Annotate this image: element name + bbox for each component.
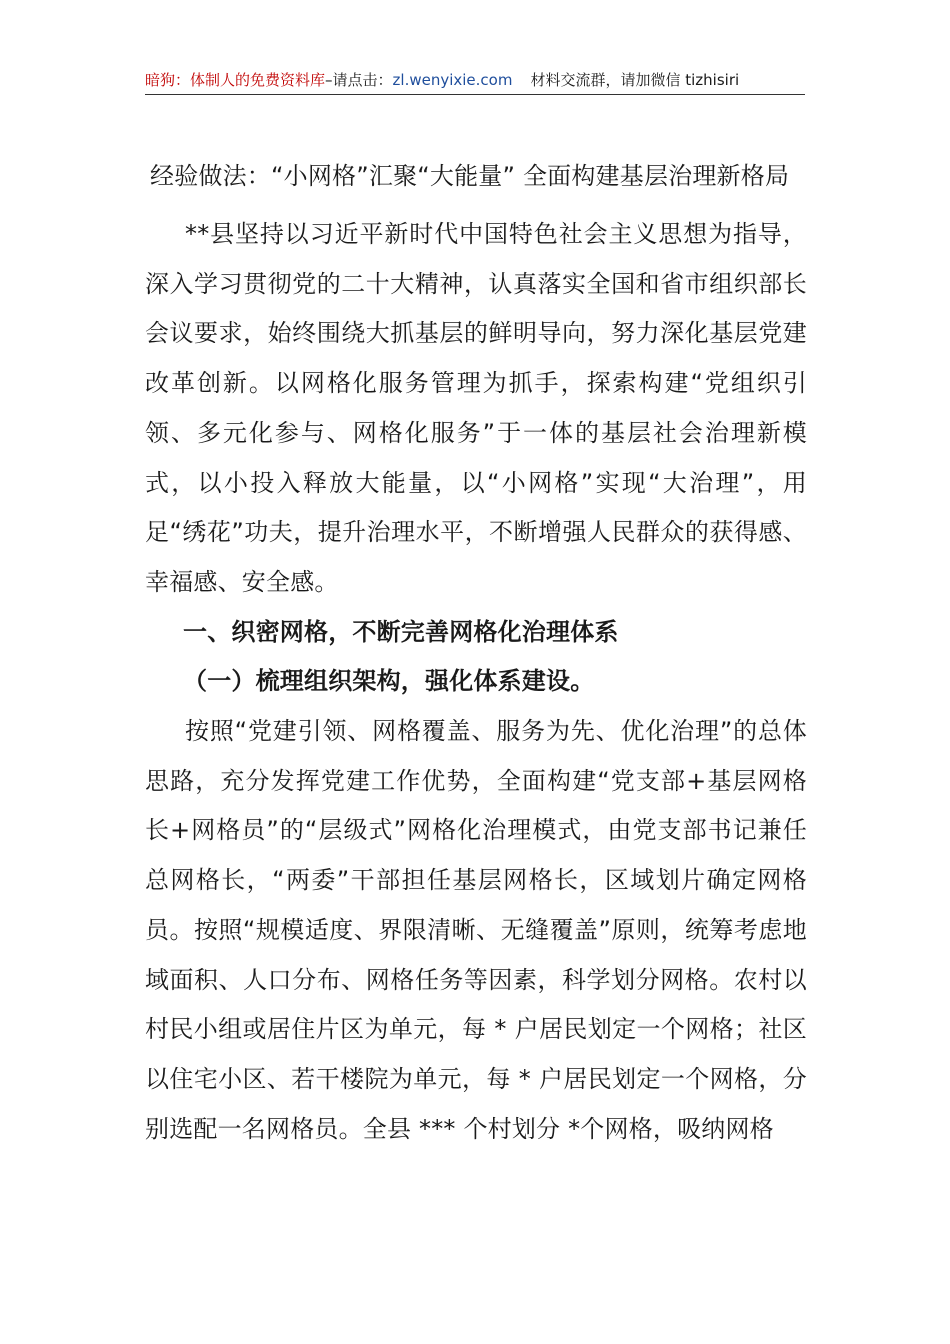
subsection-paragraph: 按照“党建引领、网格覆盖、服务为先、优化治理”的总体思路，充分发挥党建工作优势，全面构建“党支部+基层网格长+网格员”的“层级式”网格化治理模式，由党支部书记兼任总网格长，“两委”干部担任基层网格长，区域划片确定网格员。按照“规模适度、界限清晰、无缝覆盖”原则，统筹考虑地域面积、人口分布、网格任务等因素，科学划分网格。农村以村民小组或居住片区为单元，每 * 户居民划定一个网格；社区以住宅小区、若干楼院为单元，每 * 户居民划定一个网格，分别选配一名网格员。全县 *** 个村划分 *个网格，吸纳网格	[145, 717, 807, 1143]
subsection-heading: （一）梳理组织架构，强化体系建设。	[183, 667, 595, 696]
page-header	[145, 66, 805, 95]
header-brand: 暗狗：体制人的免费资料库	[145, 71, 326, 89]
header-url-link[interactable]: zl.wenyixie.com	[392, 71, 513, 89]
header-click-prefix: –请点击：	[325, 71, 393, 89]
document-body	[145, 152, 807, 1154]
header-group-note: 材料交流群，请加微信 tizhisiri	[530, 71, 740, 89]
intro-paragraph: **县坚持以习近平新时代中国特色社会主义思想为指导，深入学习贯彻党的二十大精神，认真落实全国和省市组织部长会议要求，始终围绕大抓基层的鲜明导向，努力深化基层党建改革创新。以网格化服务管理为抓手，探索构建“党组织引领、多元化参与、网格化服务”于一体的基层社会治理新模式，以小投入释放大能量，以“小网格”实现“大治理”，用足“绣花”功夫，提升治理水平，不断增强人民群众的获得感、幸福感、安全感。	[145, 220, 807, 596]
section-heading: 一、织密网格，不断完善网格化治理体系	[183, 617, 619, 646]
document-title: 经验做法：“小网格”汇聚“大能量” 全面构建基层治理新格局	[150, 162, 790, 190]
